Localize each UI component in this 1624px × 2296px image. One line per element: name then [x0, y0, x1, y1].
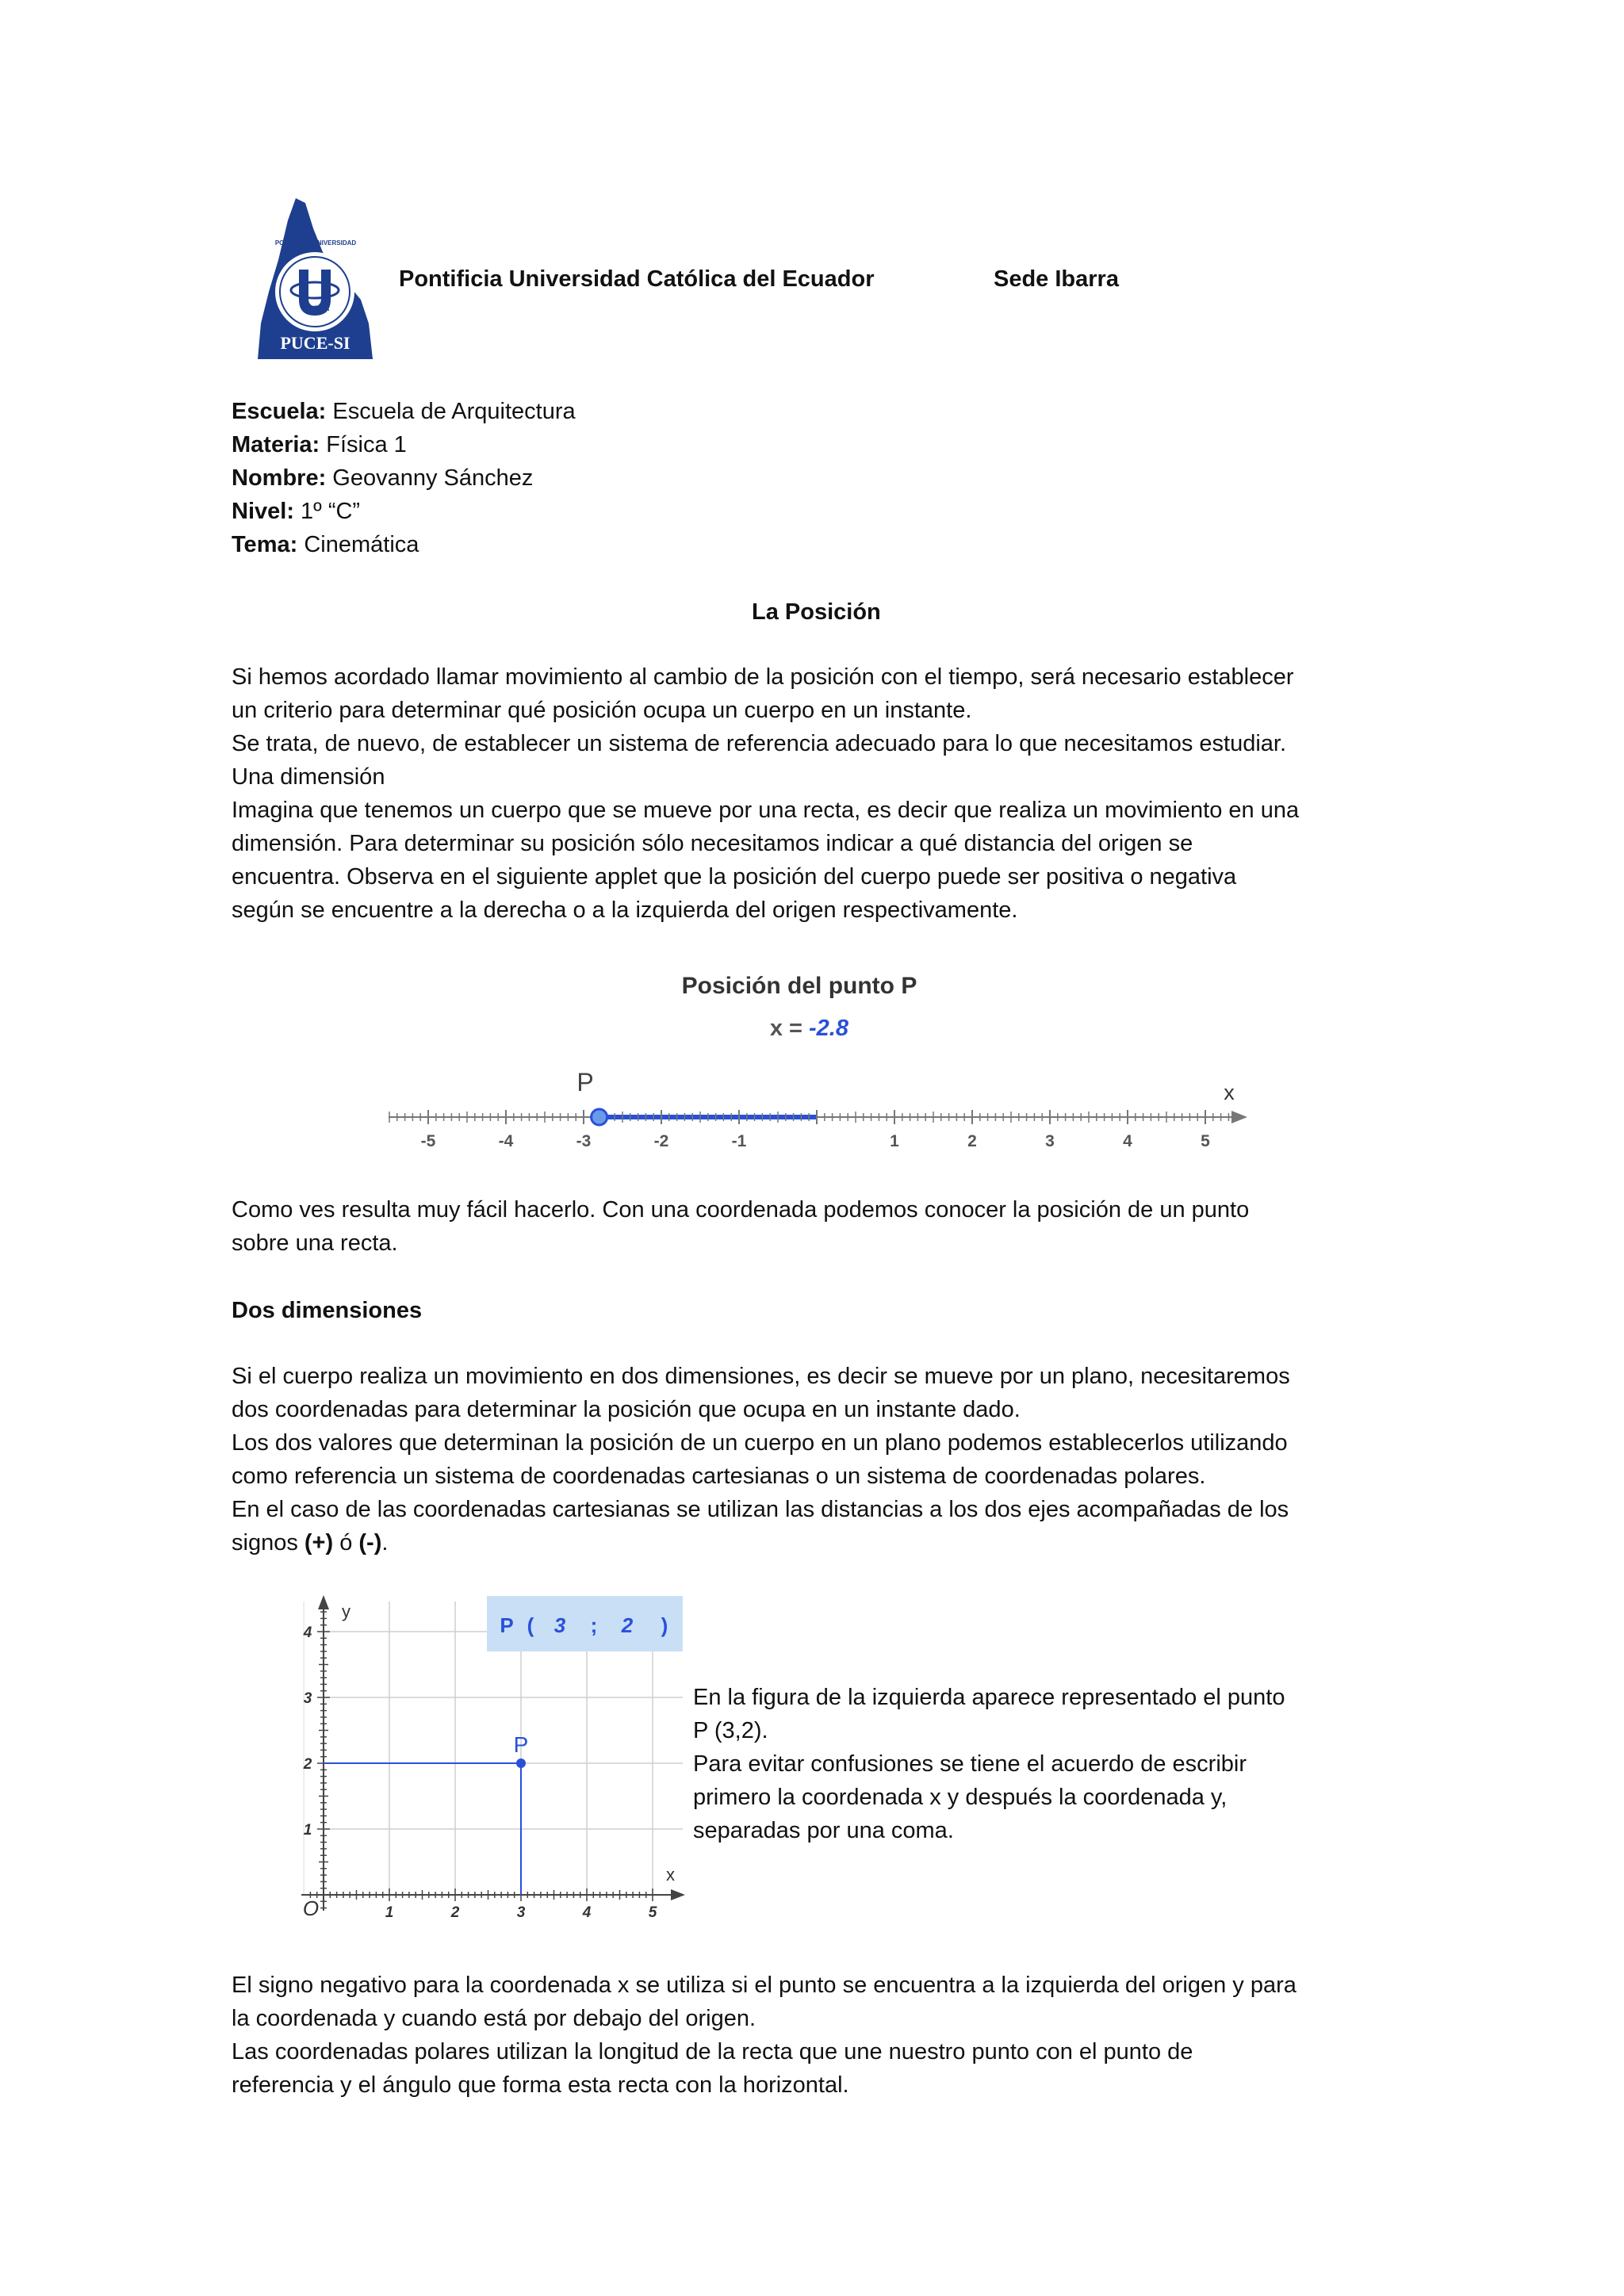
- figure1-x-value: -2.8: [809, 1016, 848, 1041]
- logo-city-text: IBARRA: [301, 304, 330, 312]
- paragraph-line: como referencia un sistema de coordenadas cartesianas o un sistema de coordenadas polares.: [232, 1464, 1206, 1489]
- y-tick-label: 4: [303, 1624, 312, 1641]
- tick-label: 4: [1123, 1132, 1132, 1150]
- paragraph-line: Imagina que tenemos un cuerpo que se mueve por una recta, es decir que realiza un movimiento en una: [232, 798, 1300, 823]
- paragraph-line: Se trata, de nuevo, de establecer un sistema de referencia adecuado para lo que necesitamos estudiar.: [232, 731, 1287, 756]
- after-figure1-paragraph: [232, 1193, 1397, 1260]
- info-row: [232, 495, 576, 528]
- section-title: La Posición: [752, 599, 881, 625]
- minus-sign: (-): [358, 1530, 382, 1556]
- y-tick-label: 2: [303, 1756, 312, 1773]
- intro-paragraph: [232, 660, 1397, 927]
- point-label: P: [513, 1732, 529, 1757]
- x-tick-label: 1: [385, 1904, 394, 1921]
- paragraph-line: dos coordenadas para determinar la posición que ocupa en un instante dado.: [232, 1397, 1021, 1422]
- tick-label: 2: [967, 1132, 977, 1150]
- paragraph-line: Si hemos acordado llamar movimiento al cambio de la posición con el tiempo, será necesario establecer: [232, 664, 1294, 690]
- tick-label: -2: [653, 1132, 669, 1150]
- logo-name-text: PUCE-SI: [280, 333, 350, 353]
- caption-line: En la figura de la izquierda aparece representado el punto: [693, 1685, 1285, 1710]
- campus-name: Sede Ibarra: [994, 266, 1119, 292]
- caption-line: primero la coordenada x y después la coordenada y,: [693, 1785, 1228, 1810]
- header: [0, 0, 1624, 381]
- two-dimensions-title: Dos dimensiones: [232, 1298, 423, 1323]
- info-row: [232, 428, 576, 461]
- paragraph-line: un criterio para determinar qué posición ocupa un cuerpo en un instante.: [232, 698, 972, 723]
- plus-sign: (+): [304, 1530, 334, 1556]
- figure2-caption: [693, 1681, 1285, 1847]
- y-tick-label: 1: [303, 1822, 312, 1839]
- point-p-marker[interactable]: [516, 1758, 526, 1768]
- figure1-axis-label: x: [1224, 1081, 1235, 1104]
- x-tick-label: 3: [516, 1904, 526, 1921]
- closing-paragraph: [232, 1969, 1397, 2102]
- paragraph-line: según se encuentre a la derecha o a la izquierda del origen respectivamente.: [232, 897, 1018, 923]
- number-line-figure: [373, 955, 1253, 1161]
- tick-label: -5: [420, 1132, 436, 1150]
- info-value: Física 1: [326, 432, 407, 457]
- axis-arrow-icon: [1231, 1111, 1247, 1123]
- university-name: Pontificia Universidad Católica del Ecuador: [399, 266, 875, 292]
- label-part: (: [527, 1613, 534, 1637]
- paragraph-line: dimensión. Para determinar su posición sólo necesitamos indicar a qué distancia del origen se: [232, 831, 1193, 856]
- paragraph-line: la coordenada y cuando está por debajo del origen.: [232, 2006, 756, 2031]
- info-value: Geovanny Sánchez: [332, 465, 534, 491]
- caption-line: P (3,2).: [693, 1718, 768, 1743]
- logo-seal-text: PONTIFICIA UNIVERSIDAD: [274, 239, 357, 247]
- point-p-marker[interactable]: [592, 1109, 607, 1125]
- coordinate-label-box: [487, 1596, 683, 1651]
- x-tick-label: 4: [582, 1904, 592, 1921]
- signs-text: .: [381, 1530, 389, 1556]
- y-tick-label: 3: [303, 1690, 312, 1707]
- info-label: Materia:: [232, 432, 320, 457]
- info-value: Cinemática: [304, 532, 419, 557]
- info-value: Escuela de Arquitectura: [332, 399, 576, 424]
- info-row: [232, 461, 576, 495]
- paragraph-line: referencia y el ángulo que forma esta recta con la horizontal.: [232, 2072, 849, 2098]
- label-part: 3: [553, 1613, 566, 1637]
- tick-label: 1: [890, 1132, 899, 1150]
- paragraph-line: El signo negativo para la coordenada x se utiliza si el punto se encuentra a la izquierda del origen y para: [232, 1973, 1297, 1998]
- info-block: [232, 395, 576, 561]
- figure1-title: Posición del punto P: [681, 973, 917, 999]
- info-row: [232, 528, 576, 561]
- paragraph-line: Si el cuerpo realiza un movimiento en dos dimensiones, es decir se mueve por un plano, necesitaremos: [232, 1364, 1290, 1389]
- y-axis-arrow-icon: [318, 1595, 329, 1609]
- y-axis-label: y: [342, 1601, 350, 1621]
- x-tick-label: 5: [648, 1904, 657, 1921]
- origin-label: O: [302, 1896, 320, 1920]
- label-part: ): [661, 1613, 668, 1637]
- paragraph-line: sobre una recta.: [232, 1230, 398, 1256]
- paragraph-line: Una dimensión: [232, 764, 385, 790]
- label-part: ;: [590, 1613, 598, 1637]
- cartesian-plane-figure: [290, 1594, 687, 1927]
- x-axis-label: x: [666, 1865, 675, 1885]
- signs-text: ó: [333, 1530, 359, 1556]
- info-label: Escuela:: [232, 399, 327, 424]
- label-part: 2: [621, 1613, 634, 1637]
- tick-label: -3: [576, 1132, 592, 1150]
- info-label: Nombre:: [232, 465, 327, 491]
- label-part: P: [500, 1613, 514, 1637]
- tick-label: -1: [731, 1132, 747, 1150]
- caption-line: Para evitar confusiones se tiene el acuerdo de escribir: [693, 1751, 1247, 1777]
- paragraph-line: Las coordenadas polares utilizan la longitud de la recta que une nuestro punto con el punto de: [232, 2039, 1193, 2064]
- signs-line: [232, 1526, 1397, 1559]
- paragraph-line: En el caso de las coordenadas cartesianas se utilizan las distancias a los dos ejes acompañadas de los: [232, 1497, 1289, 1522]
- x-axis-arrow-icon: [671, 1889, 685, 1900]
- paragraph-line: Como ves resulta muy fácil hacerlo. Con una coordenada podemos conocer la posición de un punto: [232, 1197, 1250, 1223]
- info-value: 1º “C”: [301, 499, 361, 524]
- x-tick-label: 2: [450, 1904, 460, 1921]
- paragraph-line: Los dos valores que determinan la posición de un cuerpo en un plano podemos establecerlos utilizando: [232, 1430, 1288, 1456]
- figure1-point-label: P: [576, 1068, 594, 1096]
- tick-label: -4: [498, 1132, 514, 1150]
- figure1-x-label: x =: [769, 1016, 802, 1041]
- paragraph-line: encuentra. Observa en el siguiente applet que la posición del cuerpo puede ser positiva o negativa: [232, 864, 1237, 890]
- caption-line: separadas por una coma.: [693, 1818, 954, 1843]
- tick-label: 3: [1045, 1132, 1055, 1150]
- tick-label: 5: [1201, 1132, 1210, 1150]
- two-dimensions-paragraph: [232, 1360, 1397, 1559]
- info-label: Tema:: [232, 532, 298, 557]
- info-row: [232, 395, 576, 428]
- info-label: Nivel:: [232, 499, 294, 524]
- signs-text: signos: [232, 1530, 304, 1556]
